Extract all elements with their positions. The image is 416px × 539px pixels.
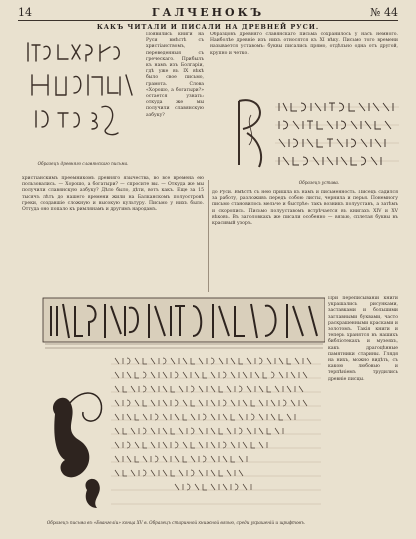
writing-sample-drawing (22, 33, 142, 161)
column-text-right-top: Образцовъ древняго славянскаго письма сохранилось у насъ немного. Наиболѣе древніе изъ нихъ относятся къ XI вѣку. Письмо того времени называется уставомъ: буквы писались прямо, отдѣльно одна отъ другой, крупно и четко. (210, 32, 398, 56)
column-text-left-mid: христіанскимъ преемникомъ древняго язычества, во все времена ею пользовались. — Хорошо, а богатыри? — спросите вы. — Откуда же мы получили славянскую азбуку? Дѣло было, дѣти, вотъ какъ. Еще за 15 тысячъ лѣтъ до нашего времени жили на Балканскомъ полуостровѣ греки, создавшіе сложную и высокую культуру. Письмо у нихъ было. Оттуда оно попало къ римлянамъ и другимъ народамъ. (22, 176, 204, 213)
page-header (18, 6, 398, 20)
column-text-right-mid: до Руси. Вмѣстѣ съ нею пришла къ намъ и письменность. Писецъ садился за работу, разложивъ передъ собою листы, чернила и перья. Понемногу письмо становилось мельче и быстрѣе: такъ возникъ полууставъ, а затѣмъ и скоропись. Письмо полууставомъ встрѣчается въ книгахъ XIV и XV вѣковъ. Въ заголовкахъ же писали особенно — вязью, сплетая буквы въ красивый узоръ. (212, 190, 398, 227)
vyaz-ornament-illustration (25, 294, 325, 519)
article-title: КАКЪ ЧИТАЛИ И ПИСАЛИ НА ДРЕВНЕЙ РУСИ. (96, 23, 320, 31)
binding-caption: Образецъ письма въ «Евангеліи» конца XV в. Образецъ старинной книжной вязью, среди украшеній и шрифтовъ. (46, 520, 306, 525)
journal-title: ГАЛЧЕНОКЪ (151, 6, 265, 19)
letter-caption: Образецъ устава. (298, 180, 340, 185)
page-number: 14 (18, 6, 32, 19)
ustav-letter-illustration (235, 95, 403, 177)
issue-number: № 44 (370, 6, 398, 19)
ancient-writing-illustration (22, 33, 142, 161)
vyaz-ornament-drawing (25, 294, 325, 519)
column-text-right-bottom: При переписываніи книги украшались рисунками, заставками и большими заглавными буквами, часто раскрашенными красками и золотомъ. Такія книги и теперь хранятся въ нашихъ библіотекахъ и музеяхъ, какъ драгоцѣнные памятники старины. Глядя на нихъ, можно видѣть, съ какою любовью и терпѣніемъ трудились древніе писцы. (328, 296, 398, 382)
column-text-narrow-top: Появились книги на Руси вмѣстѣ съ христіанствомъ, переведенныя съ греческаго. Прибылъ къ намъ изъ Болгаріи, гдѣ уже въ IX вѣкѣ было свое письмо, грамота. Слова «Хорошо, а богатыри?» остается узнать: откуда же мы получили славянскую азбуку? (146, 32, 204, 118)
ustav-sample-drawing (235, 95, 403, 177)
writing-sample-caption: Образецъ древняго славянскаго письма. (37, 161, 129, 166)
header-rule (18, 20, 398, 21)
column-divider (208, 180, 209, 292)
